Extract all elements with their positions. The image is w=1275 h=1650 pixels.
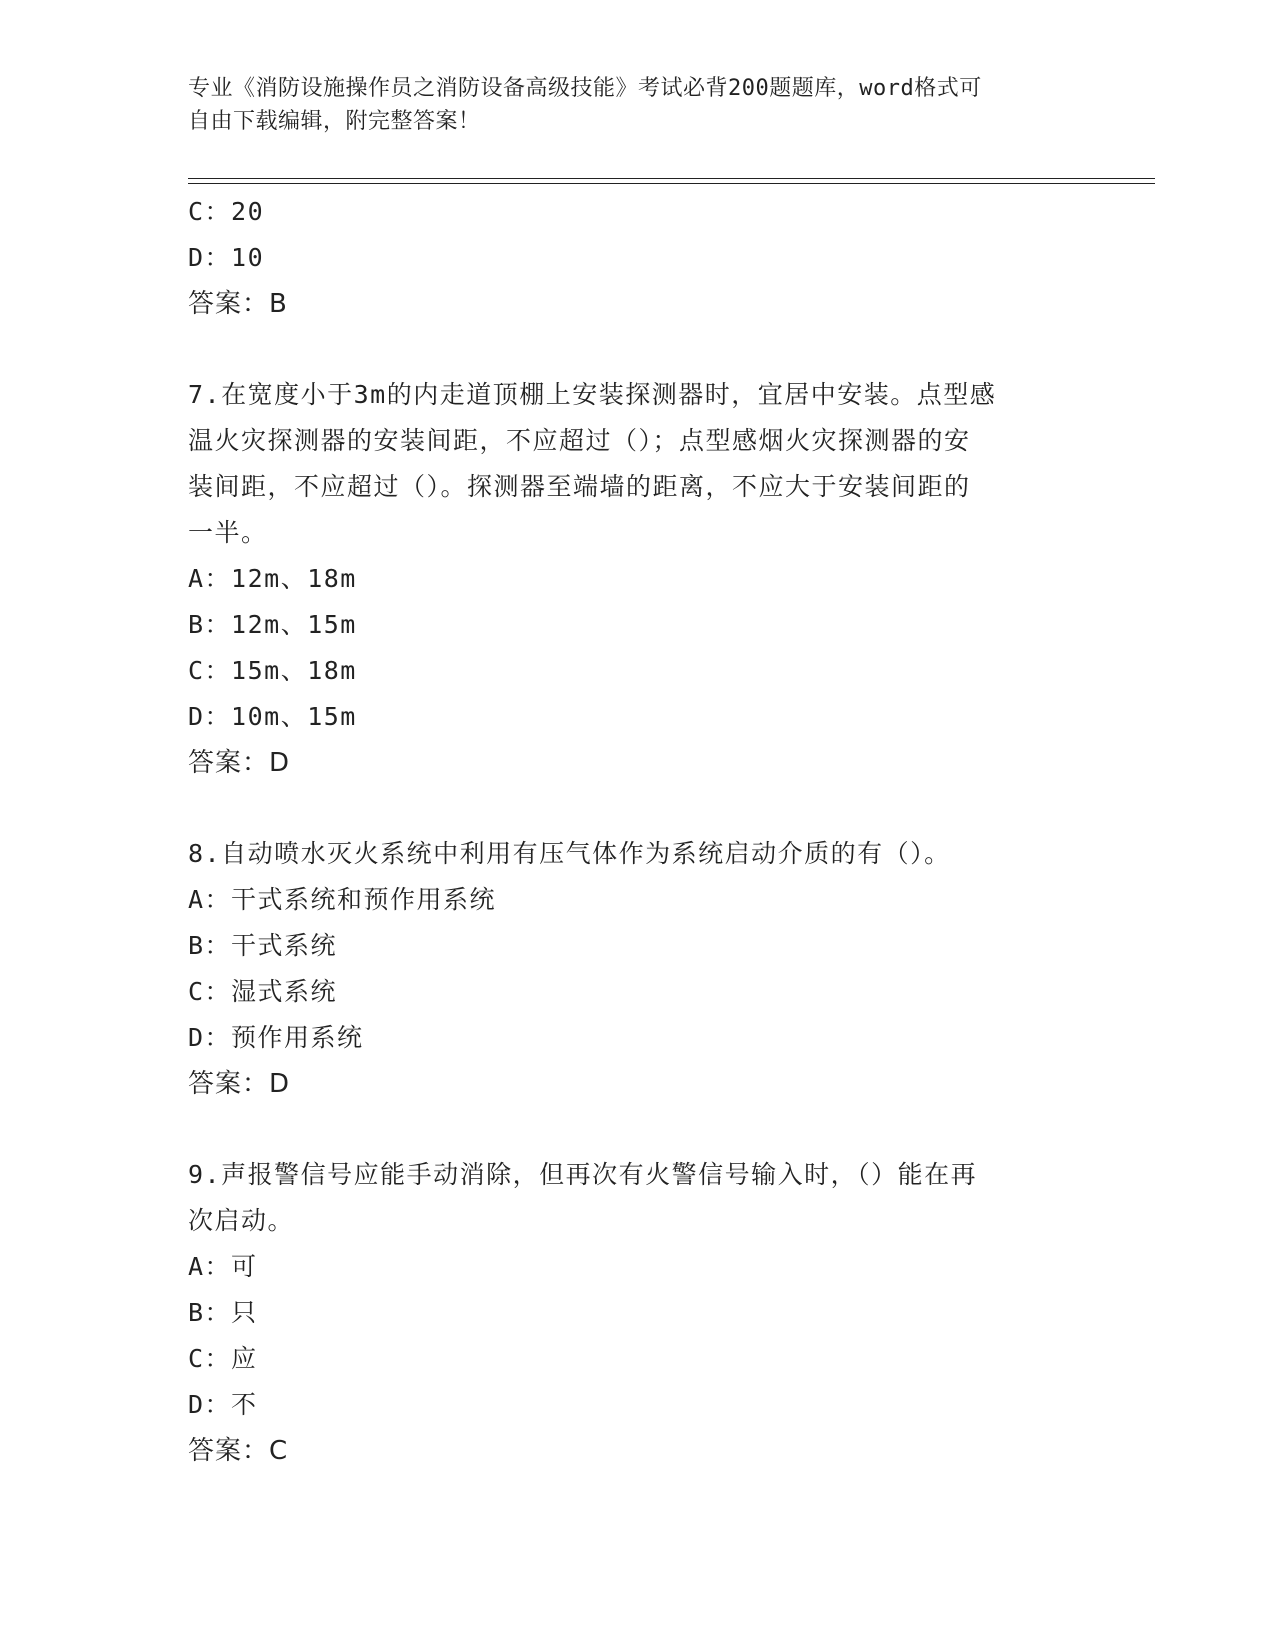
document-header bbox=[188, 72, 1068, 138]
option-c: C：20 bbox=[188, 197, 265, 226]
question-stem-line: 次启动。 bbox=[188, 1206, 295, 1235]
option-a: A：12m、18m bbox=[188, 564, 357, 593]
header-divider-bottom bbox=[188, 183, 1155, 184]
question-block-prev bbox=[188, 189, 1088, 327]
option-d: D：10m、15m bbox=[188, 702, 357, 731]
question-stem-line: 7.在宽度小于3m的内走道顶棚上安装探测器时，宜居中安装。点型感 bbox=[188, 380, 997, 409]
answer-line: 答案：C bbox=[188, 1436, 289, 1466]
option-d: D：预作用系统 bbox=[188, 1023, 364, 1052]
question-block-9 bbox=[188, 1152, 1088, 1474]
option-b: B：只 bbox=[188, 1298, 258, 1327]
option-a: A：可 bbox=[188, 1252, 258, 1281]
option-b: B：12m、15m bbox=[188, 610, 357, 639]
question-stem-line: 8.自动喷水灭火系统中利用有压气体作为系统启动介质的有（）。 bbox=[188, 839, 951, 868]
question-block-8 bbox=[188, 831, 1088, 1107]
question-block-7 bbox=[188, 372, 1088, 786]
question-stem-line: 装间距，不应超过（）。探测器至端墙的距离，不应大于安装间距的 bbox=[188, 472, 971, 501]
option-c: C：应 bbox=[188, 1344, 258, 1373]
header-title-line-2: 自由下载编辑，附完整答案！ bbox=[188, 109, 481, 134]
option-c: C：湿式系统 bbox=[188, 977, 338, 1006]
question-stem-line: 一半。 bbox=[188, 518, 268, 547]
answer-line: 答案：D bbox=[188, 1069, 291, 1099]
option-a: A：干式系统和预作用系统 bbox=[188, 885, 497, 914]
question-list bbox=[188, 189, 1088, 1474]
option-c: C：15m、18m bbox=[188, 656, 357, 685]
question-stem-line: 9.声报警信号应能手动消除，但再次有火警信号输入时，（）能在再 bbox=[188, 1160, 978, 1189]
option-b: B：干式系统 bbox=[188, 931, 338, 960]
header-divider-top bbox=[188, 178, 1155, 179]
answer-line: 答案：B bbox=[188, 289, 288, 319]
answer-line: 答案：D bbox=[188, 748, 291, 778]
question-stem-line: 温火灾探测器的安装间距，不应超过（）；点型感烟火灾探测器的安 bbox=[188, 426, 971, 455]
option-d: D：10 bbox=[188, 243, 265, 272]
option-d: D：不 bbox=[188, 1390, 258, 1419]
header-title-line-1: 专业《消防设施操作员之消防设备高级技能》考试必背200题题库，word格式可 bbox=[188, 76, 982, 101]
